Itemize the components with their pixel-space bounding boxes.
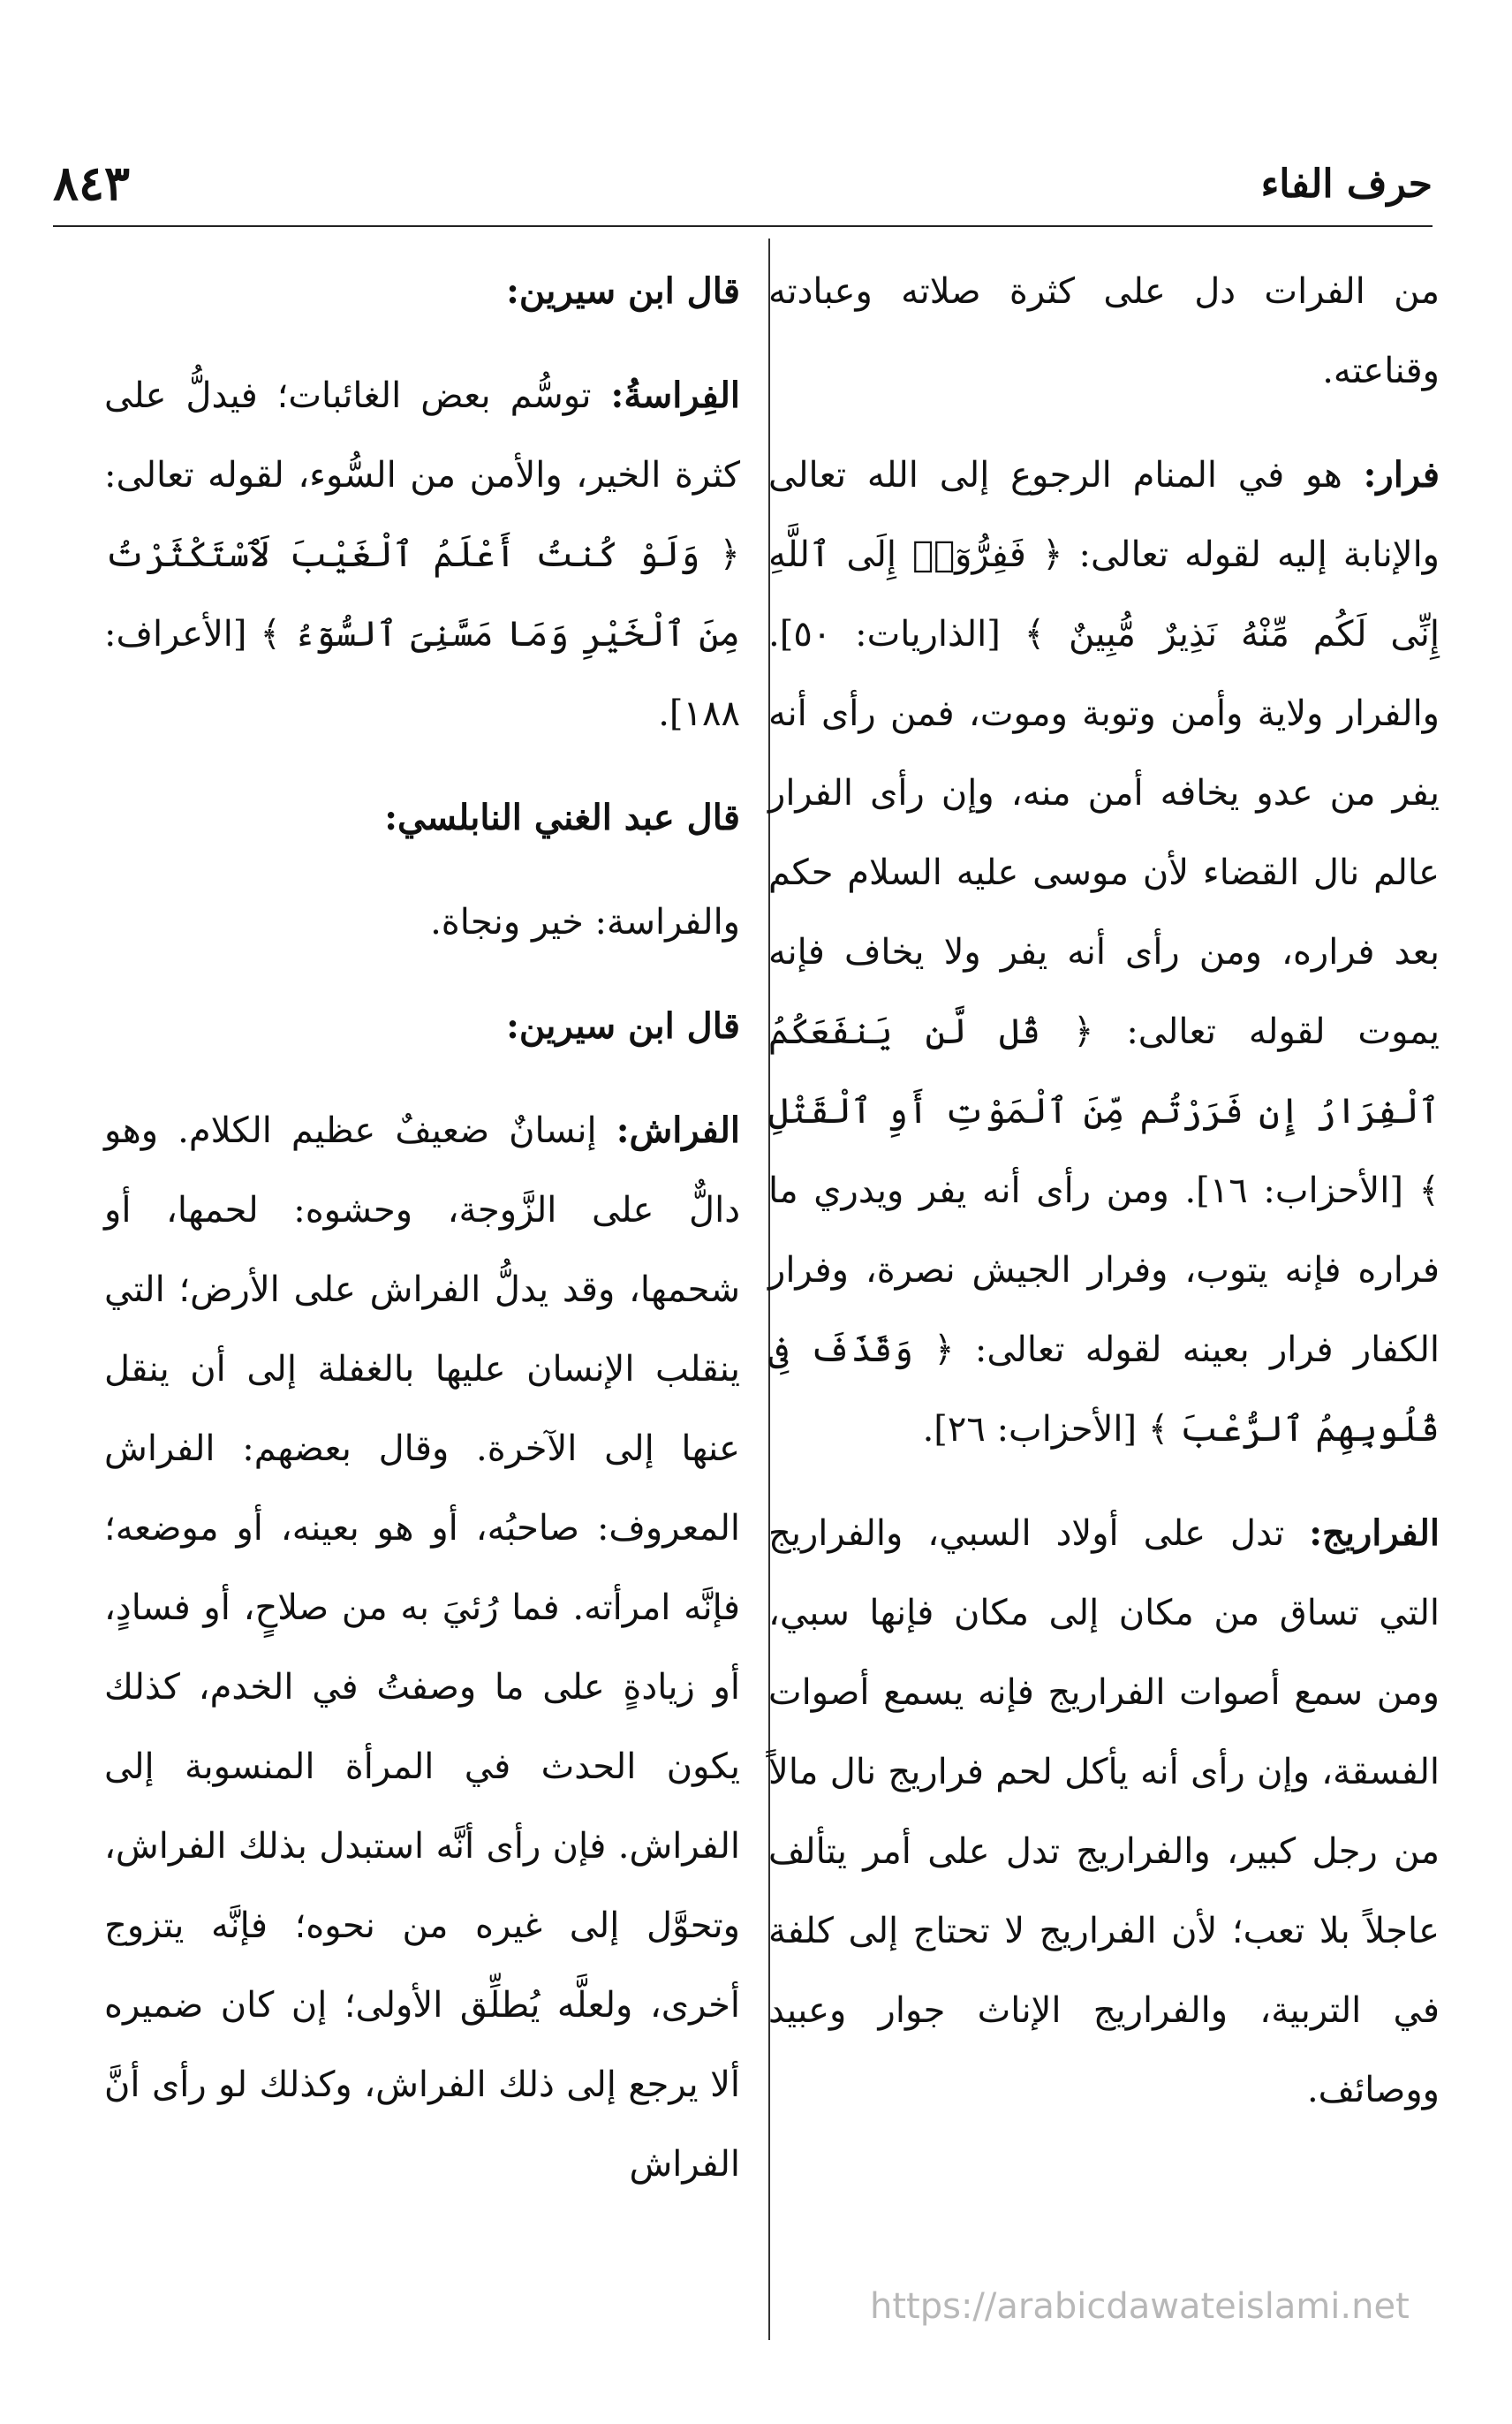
entry-text: تدل على أولاد السبي، والفراريج التي تساق من مكان إلى مكان فإنها سبي، ومن سمع أصوات الفراريج فإنه يسمع أصوات الفسقة، وإن رأى أنه يأكل لحم فراريج نال مالاً من رجل كبير، والفراريج تدل على أمر يتألف عاجلاً بلا تعب؛ لأن الفراريج لا تحتاج إلى كلفة في التربية، والفراريج الإناث جوار وعبيد ووصائف. xyxy=(768,1513,1440,2110)
quran-verse: ﴿ فَفِرُّوٓا۟ إِلَى ٱللَّهِ إِنِّى لَكُم مِّنْهُ نَذِيرٌ مُّبِينٌ ﴾ xyxy=(768,534,1440,655)
entry-firar xyxy=(768,436,1440,1469)
quran-verse: ﴿ وَقَذَفَ فِى قُلُوبِهِمُ ٱلرُّعْبَ ﴾ xyxy=(768,1329,1440,1450)
entry-text: توسُّم بعض الغائبات؛ فيدلُّ على كثرة الخير، والأمن من السُّوء، لقوله تعالى: xyxy=(104,375,740,496)
quran-verse: ﴿ وَلَوْ كُنتُ أَعْلَمُ ٱلْغَيْبَ لَٱسْتَكْثَرْتُ مِنَ ٱلْخَيْرِ وَمَا مَسَّنِىَ ٱلسُّوٓءُ ﴾ xyxy=(104,534,740,655)
entry-text: [الأعراف: ١٨٨]. xyxy=(104,614,740,734)
running-head: حرف الفاء xyxy=(1260,162,1433,207)
entry-term: الفراش: xyxy=(616,1110,740,1151)
section-heading: قال ابن سيرين: xyxy=(506,1005,740,1047)
entry-text: هو في المنام الرجوع إلى الله تعالى والإنابة إليه لقوله تعالى: xyxy=(768,455,1440,575)
entry-firash xyxy=(104,1091,740,2204)
entry-term: فرار: xyxy=(1363,454,1440,496)
paragraph-furat-end: من الفرات دل على كثرة صلاته وعبادته وقناعته. xyxy=(768,271,1440,391)
page-number: ٨٤٣ xyxy=(53,155,131,211)
entry-text: إنسانٌ ضعيفٌ عظيم الكلام. وهو دالٌّ على الزَّوجة، وحشوه: لحمها، أو شحمها، وقد يدلُّ الفراش على الأرض؛ التي ينقلب الإنسان عليها بالغفلة إلى أن ينقل عنها إلى الآخرة. وقال بعضهم: الفراش المعروف: صاحبُه، أو هو بعينه، أو موضعه؛ فإنَّه امرأته. فما رُئيَ به من صلاحٍ، أو فسادٍ، أو زيادةٍ على ما وصفتُ في الخدم، كذلك يكون الحدث في المرأة المنسوبة إلى الفراش. فإن رأى أنَّه استبدل بذلك الفراش، وتحوَّل إلى غيره من نحوه؛ فإنَّه يتزوج أخرى، ولعلَّه يُطلِّق الأولى؛ إن كان ضميره ألا يرجع إلى ذلك الفراش، وكذلك لو رأى أنَّ الفراش xyxy=(104,1110,740,2185)
entry-text: [الأحزاب: ١٦]. ومن رأى أنه يفر ويدري ما فراره فإنه يتوب، وفرار الجيش نصرة، وفرار الكفار فرار بعينه لقوله تعالى: xyxy=(768,1170,1440,1370)
entry-firasa-nabulsi: والفراسة: خير ونجاة. xyxy=(430,902,740,943)
entry-faraarij xyxy=(768,1494,1440,2130)
watermark-url: https://arabicdawateislami.net xyxy=(870,2286,1410,2327)
right-column xyxy=(768,252,1440,2291)
page-header xyxy=(53,155,1433,227)
section-heading: قال ابن سيرين: xyxy=(506,270,740,312)
entry-term: الفراريج: xyxy=(1309,1512,1440,1554)
quran-verse: ﴿ قُل لَّن يَنفَعَكُمُ ٱلْفِرَارُ إِن فَرَرْتُم مِّنَ ٱلْمَوْتِ أَوِ ٱلْقَتْلِ ﴾ xyxy=(768,1011,1440,1211)
entry-firasa xyxy=(104,356,740,754)
section-heading: قال عبد الغني النابلسي: xyxy=(384,797,740,838)
entry-text: [الذاريات: ٥٠]. والفرار ولاية وأمن وتوبة وموت، فمن رأى أنه يفر من عدو يخافه أمن منه، وإن رأى الفرار عالم نال القضاء لأن موسى عليه السلام حكم بعد فراره، ومن رأى أنه يفر ولا يخاف فإنه يموت لقوله تعالى: xyxy=(768,614,1440,1052)
left-column xyxy=(104,252,740,2291)
entry-term: الفِراسةُ: xyxy=(610,375,740,416)
entry-text: [الأحزاب: ٢٦]. xyxy=(922,1409,1148,1450)
